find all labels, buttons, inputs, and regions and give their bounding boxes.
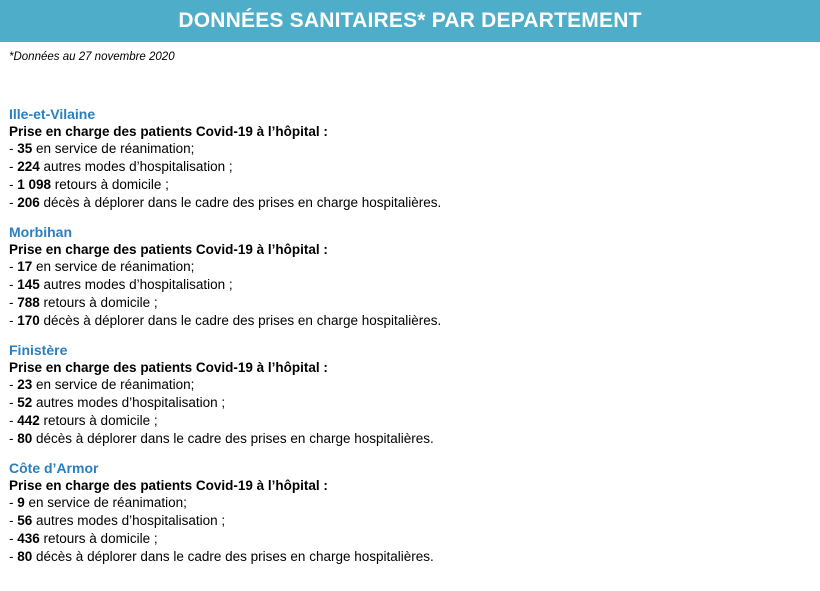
deces-line: - 80 décès à déplorer dans le cadre des prises en charge hospitalières. [9,549,434,564]
section-heading: Prise en charge des patients Covid-19 à l’hôpital : [9,478,328,493]
department-section [9,224,441,330]
retours-count: 1 098 [17,177,52,192]
deces-line: - 80 décès à déplorer dans le cadre des prises en charge hospitalières. [9,431,434,446]
deces-count: 206 [17,195,40,210]
retours-count: 788 [17,295,40,310]
section-heading: Prise en charge des patients Covid-19 à l’hôpital : [9,124,328,139]
department-name: Côte d’Armor [9,460,99,476]
department-name: Ille-et-Vilaine [9,106,96,122]
hospitalisation-label: autres modes d’hospitalisation ; [39,159,233,174]
deces-line: - 206 décès à déplorer dans le cadre des prises en charge hospitalières. [9,195,442,210]
hospitalisation-label: autres modes d’hospitalisation ; [32,395,226,410]
retours-line: - 442 retours à domicile ; [9,413,158,428]
reanimation-line: - 35 en service de réanimation; [9,141,195,156]
hospitalisation-line: - 224 autres modes d’hospitalisation ; [9,159,233,174]
hospitalisation-line: - 56 autres modes d’hospitalisation ; [9,513,226,528]
hospitalisation-count: 56 [17,513,33,528]
retours-label: retours à domicile ; [39,531,158,546]
reanimation-count: 17 [17,259,33,274]
deces-label: décès à déplorer dans le cadre des prises en charge hospitalières. [32,549,434,564]
deces-label: décès à déplorer dans le cadre des prises en charge hospitalières. [39,195,442,210]
section-heading: Prise en charge des patients Covid-19 à l’hôpital : [9,360,328,375]
reanimation-label: en service de réanimation; [32,377,195,392]
retours-line: - 436 retours à domicile ; [9,531,158,546]
deces-label: décès à déplorer dans le cadre des prises en charge hospitalières. [39,313,442,328]
hospitalisation-label: autres modes d’hospitalisation ; [32,513,226,528]
deces-count: 80 [17,549,33,564]
retours-label: retours à domicile ; [51,177,169,192]
deces-label: décès à déplorer dans le cadre des prises en charge hospitalières. [32,431,434,446]
reanimation-line: - 9 en service de réanimation; [9,495,187,510]
reanimation-count: 35 [17,141,33,156]
reanimation-label: en service de réanimation; [24,495,187,510]
title-banner [0,0,820,42]
section-heading: Prise en charge des patients Covid-19 à l’hôpital : [9,242,328,257]
reanimation-line: - 17 en service de réanimation; [9,259,195,274]
hospitalisation-line: - 52 autres modes d’hospitalisation ; [9,395,226,410]
retours-count: 442 [17,413,40,428]
retours-line: - 1 098 retours à domicile ; [9,177,169,192]
retours-count: 436 [17,531,40,546]
department-section [9,342,441,448]
hospitalisation-count: 145 [17,277,40,292]
page-title: DONNÉES SANITAIRES* PAR DEPARTEMENT [178,9,642,32]
hospitalisation-count: 224 [17,159,40,174]
retours-line: - 788 retours à domicile ; [9,295,158,310]
reanimation-count: 9 [17,495,25,510]
data-date-note: *Données au 27 novembre 2020 [9,51,175,63]
retours-label: retours à domicile ; [39,413,158,428]
hospitalisation-line: - 145 autres modes d’hospitalisation ; [9,277,233,292]
department-section [9,460,441,566]
reanimation-label: en service de réanimation; [32,259,195,274]
hospitalisation-count: 52 [17,395,33,410]
department-name: Morbihan [9,224,72,240]
reanimation-line: - 23 en service de réanimation; [9,377,195,392]
reanimation-count: 23 [17,377,33,392]
departments-list [9,106,441,578]
deces-line: - 170 décès à déplorer dans le cadre des prises en charge hospitalières. [9,313,442,328]
retours-label: retours à domicile ; [39,295,158,310]
deces-count: 170 [17,313,40,328]
reanimation-label: en service de réanimation; [32,141,195,156]
deces-count: 80 [17,431,33,446]
department-section [9,106,441,212]
hospitalisation-label: autres modes d’hospitalisation ; [39,277,233,292]
department-name: Finistère [9,342,68,358]
